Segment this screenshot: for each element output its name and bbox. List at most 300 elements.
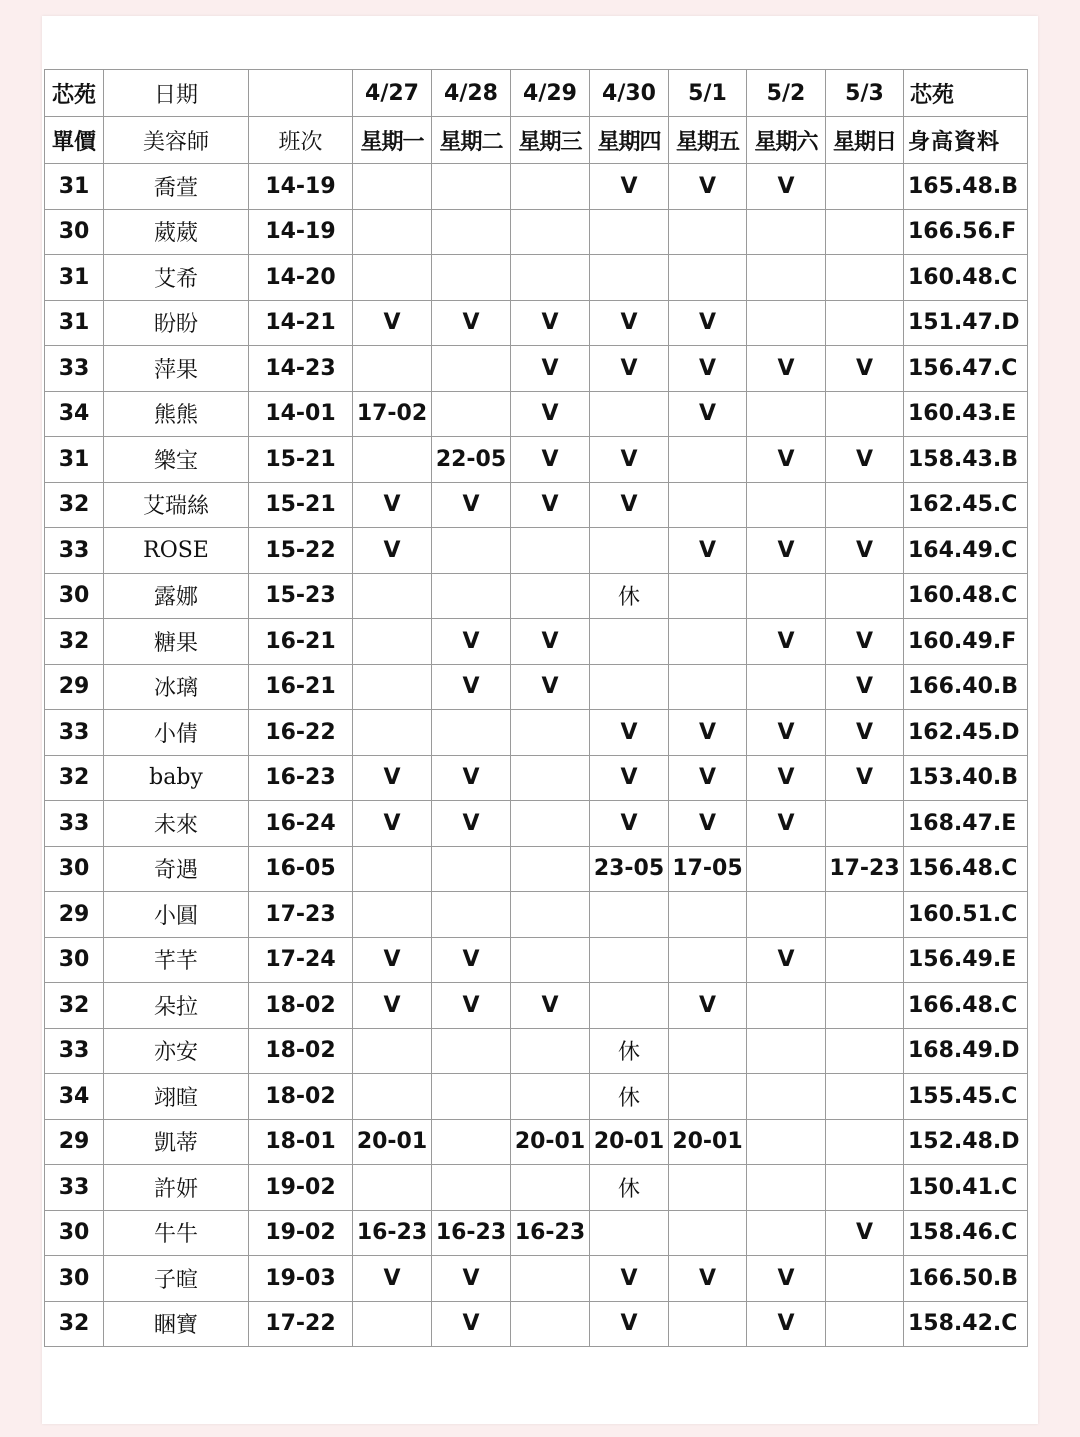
day-cell bbox=[511, 937, 590, 983]
day-cell bbox=[669, 482, 747, 528]
day-cell bbox=[432, 209, 511, 255]
day-cell: V bbox=[590, 482, 669, 528]
day-cell bbox=[353, 1028, 432, 1074]
table-row bbox=[45, 801, 1028, 847]
day-cell: V bbox=[432, 300, 511, 346]
day-cell bbox=[432, 846, 511, 892]
day-cell: V bbox=[511, 983, 590, 1029]
day-cell bbox=[747, 664, 826, 710]
day-cell bbox=[826, 573, 904, 619]
height-info-cell: 158.43.B bbox=[904, 437, 1028, 483]
height-info-cell: 158.42.C bbox=[904, 1301, 1028, 1347]
brand-left-label: 芯苑 bbox=[45, 70, 104, 117]
day-cell bbox=[826, 1119, 904, 1165]
day-cell: 16-23 bbox=[511, 1210, 590, 1256]
height-info-cell: 156.47.C bbox=[904, 346, 1028, 392]
shift-cell: 19-02 bbox=[249, 1210, 353, 1256]
price-cell: 31 bbox=[45, 255, 104, 301]
day-cell: V bbox=[747, 528, 826, 574]
height-info-cell: 166.48.C bbox=[904, 983, 1028, 1029]
day-cell bbox=[669, 1301, 747, 1347]
height-info-cell: 165.48.B bbox=[904, 164, 1028, 210]
beautician-name-cell: 睏寶 bbox=[104, 1301, 249, 1347]
day-cell bbox=[432, 346, 511, 392]
day-cell bbox=[826, 937, 904, 983]
shift-cell: 16-21 bbox=[249, 664, 353, 710]
day-cell: 20-01 bbox=[590, 1119, 669, 1165]
table-row bbox=[45, 164, 1028, 210]
day-cell bbox=[826, 255, 904, 301]
beautician-name-cell: baby bbox=[104, 755, 249, 801]
shift-cell: 14-23 bbox=[249, 346, 353, 392]
day-cell bbox=[511, 710, 590, 756]
day-cell bbox=[511, 209, 590, 255]
day-cell bbox=[669, 1165, 747, 1211]
height-info-cell: 152.48.D bbox=[904, 1119, 1028, 1165]
height-info-cell: 153.40.B bbox=[904, 755, 1028, 801]
day-cell: V bbox=[511, 300, 590, 346]
day-cell bbox=[826, 983, 904, 1029]
price-label: 單價 bbox=[45, 117, 104, 164]
price-cell: 29 bbox=[45, 892, 104, 938]
day-cell bbox=[590, 255, 669, 301]
beautician-name-cell: 亦安 bbox=[104, 1028, 249, 1074]
day-cell bbox=[353, 1074, 432, 1120]
day-cell: V bbox=[511, 437, 590, 483]
day-cell bbox=[826, 209, 904, 255]
day-cell bbox=[590, 619, 669, 665]
brand-right-label: 芯苑 bbox=[904, 70, 1028, 117]
day-cell: V bbox=[669, 164, 747, 210]
blank-header-cell bbox=[249, 70, 353, 117]
table-row bbox=[45, 937, 1028, 983]
shift-cell: 16-22 bbox=[249, 710, 353, 756]
height-info-cell: 160.43.E bbox=[904, 391, 1028, 437]
shift-cell: 14-20 bbox=[249, 255, 353, 301]
day-cell: 休 bbox=[590, 573, 669, 619]
table-row bbox=[45, 755, 1028, 801]
price-cell: 30 bbox=[45, 573, 104, 619]
day-cell: V bbox=[669, 300, 747, 346]
day-cell bbox=[353, 164, 432, 210]
day-cell: 17-23 bbox=[826, 846, 904, 892]
height-info-cell: 166.50.B bbox=[904, 1256, 1028, 1302]
beautician-name-cell: 未來 bbox=[104, 801, 249, 847]
price-cell: 30 bbox=[45, 846, 104, 892]
day-cell: 16-23 bbox=[353, 1210, 432, 1256]
day-cell: V bbox=[432, 482, 511, 528]
height-info-cell: 160.51.C bbox=[904, 892, 1028, 938]
day-cell: V bbox=[747, 937, 826, 983]
table-row bbox=[45, 528, 1028, 574]
day-cell: V bbox=[826, 710, 904, 756]
beautician-name-cell: 朵拉 bbox=[104, 983, 249, 1029]
day-cell: V bbox=[432, 1256, 511, 1302]
price-cell: 33 bbox=[45, 801, 104, 847]
beautician-name-cell: 熊熊 bbox=[104, 391, 249, 437]
day-cell bbox=[669, 664, 747, 710]
shift-cell: 16-21 bbox=[249, 619, 353, 665]
day-cell: V bbox=[590, 300, 669, 346]
day-cell: V bbox=[432, 801, 511, 847]
day-cell: V bbox=[747, 1256, 826, 1302]
weekday-col-3: 星期三 bbox=[511, 117, 590, 164]
shift-cell: 19-03 bbox=[249, 1256, 353, 1302]
table-row bbox=[45, 1028, 1028, 1074]
day-cell bbox=[432, 1074, 511, 1120]
day-cell: V bbox=[353, 755, 432, 801]
day-cell: V bbox=[590, 710, 669, 756]
price-cell: 30 bbox=[45, 1210, 104, 1256]
height-info-cell: 160.48.C bbox=[904, 255, 1028, 301]
date-col-5: 5/1 bbox=[669, 70, 747, 117]
day-cell bbox=[826, 892, 904, 938]
height-info-cell: 156.48.C bbox=[904, 846, 1028, 892]
shift-cell: 18-02 bbox=[249, 1028, 353, 1074]
shift-label: 班次 bbox=[249, 117, 353, 164]
beautician-name-cell: 牛牛 bbox=[104, 1210, 249, 1256]
day-cell: 休 bbox=[590, 1028, 669, 1074]
day-cell: V bbox=[511, 346, 590, 392]
day-cell bbox=[511, 164, 590, 210]
shift-cell: 17-22 bbox=[249, 1301, 353, 1347]
date-col-3: 4/29 bbox=[511, 70, 590, 117]
beautician-name-cell: 翊暄 bbox=[104, 1074, 249, 1120]
shift-cell: 15-23 bbox=[249, 573, 353, 619]
day-cell bbox=[747, 1028, 826, 1074]
day-cell bbox=[511, 801, 590, 847]
beautician-name-cell: 萍果 bbox=[104, 346, 249, 392]
day-cell: 22-05 bbox=[432, 437, 511, 483]
day-cell: V bbox=[826, 664, 904, 710]
shift-cell: 15-21 bbox=[249, 437, 353, 483]
price-cell: 32 bbox=[45, 1301, 104, 1347]
beautician-name-cell: 糖果 bbox=[104, 619, 249, 665]
price-cell: 29 bbox=[45, 1119, 104, 1165]
table-row bbox=[45, 664, 1028, 710]
day-cell bbox=[353, 664, 432, 710]
weekday-col-6: 星期六 bbox=[747, 117, 826, 164]
day-cell bbox=[590, 892, 669, 938]
day-cell: 休 bbox=[590, 1074, 669, 1120]
beautician-name-cell: 葳葳 bbox=[104, 209, 249, 255]
day-cell bbox=[826, 1256, 904, 1302]
day-cell: V bbox=[669, 1256, 747, 1302]
table-row bbox=[45, 1301, 1028, 1347]
day-cell bbox=[353, 1165, 432, 1211]
day-cell bbox=[432, 164, 511, 210]
header-row-dates bbox=[45, 70, 1028, 117]
beautician-name-cell: 小倩 bbox=[104, 710, 249, 756]
price-cell: 31 bbox=[45, 437, 104, 483]
price-cell: 31 bbox=[45, 164, 104, 210]
day-cell: V bbox=[826, 619, 904, 665]
day-cell bbox=[432, 255, 511, 301]
day-cell: V bbox=[432, 937, 511, 983]
weekday-col-7: 星期日 bbox=[826, 117, 904, 164]
day-cell bbox=[669, 573, 747, 619]
table-row bbox=[45, 573, 1028, 619]
day-cell bbox=[511, 1165, 590, 1211]
day-cell: V bbox=[353, 300, 432, 346]
day-cell: V bbox=[669, 528, 747, 574]
beautician-name-cell: 喬萱 bbox=[104, 164, 249, 210]
day-cell bbox=[511, 892, 590, 938]
date-col-7: 5/3 bbox=[826, 70, 904, 117]
day-cell bbox=[826, 801, 904, 847]
day-cell: 20-01 bbox=[511, 1119, 590, 1165]
day-cell bbox=[747, 892, 826, 938]
beautician-name-cell: 許妍 bbox=[104, 1165, 249, 1211]
day-cell bbox=[669, 892, 747, 938]
day-cell bbox=[669, 437, 747, 483]
day-cell bbox=[590, 983, 669, 1029]
height-info-cell: 160.49.F bbox=[904, 619, 1028, 665]
table-row bbox=[45, 255, 1028, 301]
height-info-cell: 151.47.D bbox=[904, 300, 1028, 346]
day-cell: V bbox=[432, 1301, 511, 1347]
day-cell bbox=[669, 1028, 747, 1074]
table-row bbox=[45, 892, 1028, 938]
beautician-name-cell: 芊芊 bbox=[104, 937, 249, 983]
shift-cell: 14-01 bbox=[249, 391, 353, 437]
day-cell bbox=[511, 528, 590, 574]
height-info-cell: 158.46.C bbox=[904, 1210, 1028, 1256]
day-cell bbox=[353, 846, 432, 892]
day-cell bbox=[353, 255, 432, 301]
shift-cell: 14-19 bbox=[249, 164, 353, 210]
day-cell bbox=[353, 209, 432, 255]
table-row bbox=[45, 983, 1028, 1029]
day-cell bbox=[590, 528, 669, 574]
day-cell: V bbox=[747, 801, 826, 847]
beautician-name-cell: 盼盼 bbox=[104, 300, 249, 346]
table-row bbox=[45, 710, 1028, 756]
day-cell: V bbox=[826, 346, 904, 392]
beautician-name-cell: 小圓 bbox=[104, 892, 249, 938]
day-cell: V bbox=[669, 801, 747, 847]
height-info-cell: 156.49.E bbox=[904, 937, 1028, 983]
price-cell: 33 bbox=[45, 710, 104, 756]
day-cell: 休 bbox=[590, 1165, 669, 1211]
day-cell bbox=[590, 391, 669, 437]
day-cell bbox=[747, 846, 826, 892]
shift-cell: 15-21 bbox=[249, 482, 353, 528]
table-row bbox=[45, 1256, 1028, 1302]
day-cell: V bbox=[826, 528, 904, 574]
day-cell bbox=[353, 710, 432, 756]
shift-cell: 19-02 bbox=[249, 1165, 353, 1211]
day-cell: V bbox=[590, 1301, 669, 1347]
day-cell: V bbox=[826, 437, 904, 483]
table-row bbox=[45, 300, 1028, 346]
weekday-col-1: 星期一 bbox=[353, 117, 432, 164]
shift-cell: 14-21 bbox=[249, 300, 353, 346]
beautician-name-cell: 凱蒂 bbox=[104, 1119, 249, 1165]
shift-cell: 18-01 bbox=[249, 1119, 353, 1165]
day-cell bbox=[432, 1119, 511, 1165]
day-cell bbox=[747, 983, 826, 1029]
day-cell: V bbox=[747, 619, 826, 665]
schedule-table bbox=[44, 69, 1028, 1347]
day-cell: V bbox=[669, 755, 747, 801]
date-label: 日期 bbox=[104, 70, 249, 117]
day-cell bbox=[669, 619, 747, 665]
day-cell: V bbox=[353, 528, 432, 574]
day-cell bbox=[353, 892, 432, 938]
day-cell: V bbox=[747, 164, 826, 210]
day-cell bbox=[826, 1074, 904, 1120]
day-cell bbox=[590, 1210, 669, 1256]
height-info-cell: 166.40.B bbox=[904, 664, 1028, 710]
day-cell bbox=[826, 300, 904, 346]
price-cell: 34 bbox=[45, 1074, 104, 1120]
day-cell: V bbox=[353, 1256, 432, 1302]
day-cell: V bbox=[590, 1256, 669, 1302]
day-cell: 23-05 bbox=[590, 846, 669, 892]
price-cell: 32 bbox=[45, 755, 104, 801]
day-cell bbox=[590, 937, 669, 983]
day-cell: 20-01 bbox=[353, 1119, 432, 1165]
price-cell: 32 bbox=[45, 983, 104, 1029]
day-cell: V bbox=[826, 755, 904, 801]
date-col-2: 4/28 bbox=[432, 70, 511, 117]
day-cell bbox=[747, 1119, 826, 1165]
height-info-cell: 168.47.E bbox=[904, 801, 1028, 847]
weekday-col-4: 星期四 bbox=[590, 117, 669, 164]
day-cell bbox=[669, 1210, 747, 1256]
height-info-cell: 166.56.F bbox=[904, 209, 1028, 255]
day-cell bbox=[826, 482, 904, 528]
height-info-cell: 160.48.C bbox=[904, 573, 1028, 619]
header-row-weekdays bbox=[45, 117, 1028, 164]
day-cell: V bbox=[353, 801, 432, 847]
price-cell: 34 bbox=[45, 391, 104, 437]
day-cell: 17-02 bbox=[353, 391, 432, 437]
beautician-name-cell: 冰璃 bbox=[104, 664, 249, 710]
day-cell bbox=[511, 846, 590, 892]
height-info-cell: 162.45.D bbox=[904, 710, 1028, 756]
beautician-name-cell: 露娜 bbox=[104, 573, 249, 619]
day-cell: V bbox=[353, 937, 432, 983]
day-cell bbox=[511, 1074, 590, 1120]
shift-cell: 18-02 bbox=[249, 983, 353, 1029]
shift-cell: 17-24 bbox=[249, 937, 353, 983]
day-cell: 17-05 bbox=[669, 846, 747, 892]
day-cell: V bbox=[432, 664, 511, 710]
day-cell bbox=[432, 710, 511, 756]
beautician-name-cell: ROSE bbox=[104, 528, 249, 574]
height-info-cell: 155.45.C bbox=[904, 1074, 1028, 1120]
table-row bbox=[45, 346, 1028, 392]
day-cell bbox=[511, 573, 590, 619]
day-cell bbox=[353, 573, 432, 619]
beautician-name-cell: 樂宝 bbox=[104, 437, 249, 483]
day-cell bbox=[747, 391, 826, 437]
date-col-1: 4/27 bbox=[353, 70, 432, 117]
day-cell: V bbox=[590, 755, 669, 801]
day-cell: V bbox=[511, 482, 590, 528]
day-cell: V bbox=[747, 710, 826, 756]
day-cell: V bbox=[826, 1210, 904, 1256]
day-cell bbox=[747, 482, 826, 528]
price-cell: 29 bbox=[45, 664, 104, 710]
day-cell bbox=[669, 255, 747, 301]
day-cell bbox=[669, 1074, 747, 1120]
day-cell bbox=[432, 391, 511, 437]
day-cell: V bbox=[747, 1301, 826, 1347]
price-cell: 33 bbox=[45, 528, 104, 574]
day-cell: V bbox=[747, 346, 826, 392]
day-cell: V bbox=[747, 755, 826, 801]
shift-cell: 16-23 bbox=[249, 755, 353, 801]
day-cell: V bbox=[511, 619, 590, 665]
beautician-label: 美容師 bbox=[104, 117, 249, 164]
day-cell: 16-23 bbox=[432, 1210, 511, 1256]
day-cell: V bbox=[432, 983, 511, 1029]
day-cell bbox=[747, 209, 826, 255]
day-cell bbox=[511, 1301, 590, 1347]
beautician-name-cell: 子暄 bbox=[104, 1256, 249, 1302]
day-cell: V bbox=[511, 664, 590, 710]
height-info-cell: 162.45.C bbox=[904, 482, 1028, 528]
table-row bbox=[45, 482, 1028, 528]
table-row bbox=[45, 1119, 1028, 1165]
day-cell bbox=[353, 619, 432, 665]
price-cell: 31 bbox=[45, 300, 104, 346]
day-cell: V bbox=[669, 983, 747, 1029]
day-cell bbox=[511, 755, 590, 801]
day-cell: V bbox=[590, 801, 669, 847]
day-cell: V bbox=[511, 391, 590, 437]
day-cell bbox=[511, 255, 590, 301]
day-cell bbox=[747, 1165, 826, 1211]
table-row bbox=[45, 1210, 1028, 1256]
price-cell: 32 bbox=[45, 619, 104, 665]
beautician-name-cell: 奇遇 bbox=[104, 846, 249, 892]
day-cell bbox=[826, 1165, 904, 1211]
price-cell: 30 bbox=[45, 209, 104, 255]
table-row bbox=[45, 391, 1028, 437]
day-cell: 20-01 bbox=[669, 1119, 747, 1165]
day-cell: V bbox=[353, 482, 432, 528]
table-row bbox=[45, 1074, 1028, 1120]
day-cell bbox=[747, 255, 826, 301]
day-cell: V bbox=[432, 755, 511, 801]
day-cell bbox=[432, 1165, 511, 1211]
table-row bbox=[45, 619, 1028, 665]
day-cell: V bbox=[590, 437, 669, 483]
day-cell bbox=[353, 437, 432, 483]
day-cell bbox=[432, 1028, 511, 1074]
day-cell: V bbox=[590, 346, 669, 392]
day-cell bbox=[353, 1301, 432, 1347]
shift-cell: 18-02 bbox=[249, 1074, 353, 1120]
day-cell bbox=[826, 391, 904, 437]
day-cell bbox=[747, 573, 826, 619]
day-cell bbox=[590, 209, 669, 255]
shift-cell: 16-24 bbox=[249, 801, 353, 847]
day-cell bbox=[669, 937, 747, 983]
shift-cell: 16-05 bbox=[249, 846, 353, 892]
day-cell bbox=[826, 1301, 904, 1347]
day-cell bbox=[432, 892, 511, 938]
shift-cell: 17-23 bbox=[249, 892, 353, 938]
day-cell bbox=[747, 1210, 826, 1256]
day-cell bbox=[432, 528, 511, 574]
shift-cell: 15-22 bbox=[249, 528, 353, 574]
day-cell bbox=[511, 1256, 590, 1302]
